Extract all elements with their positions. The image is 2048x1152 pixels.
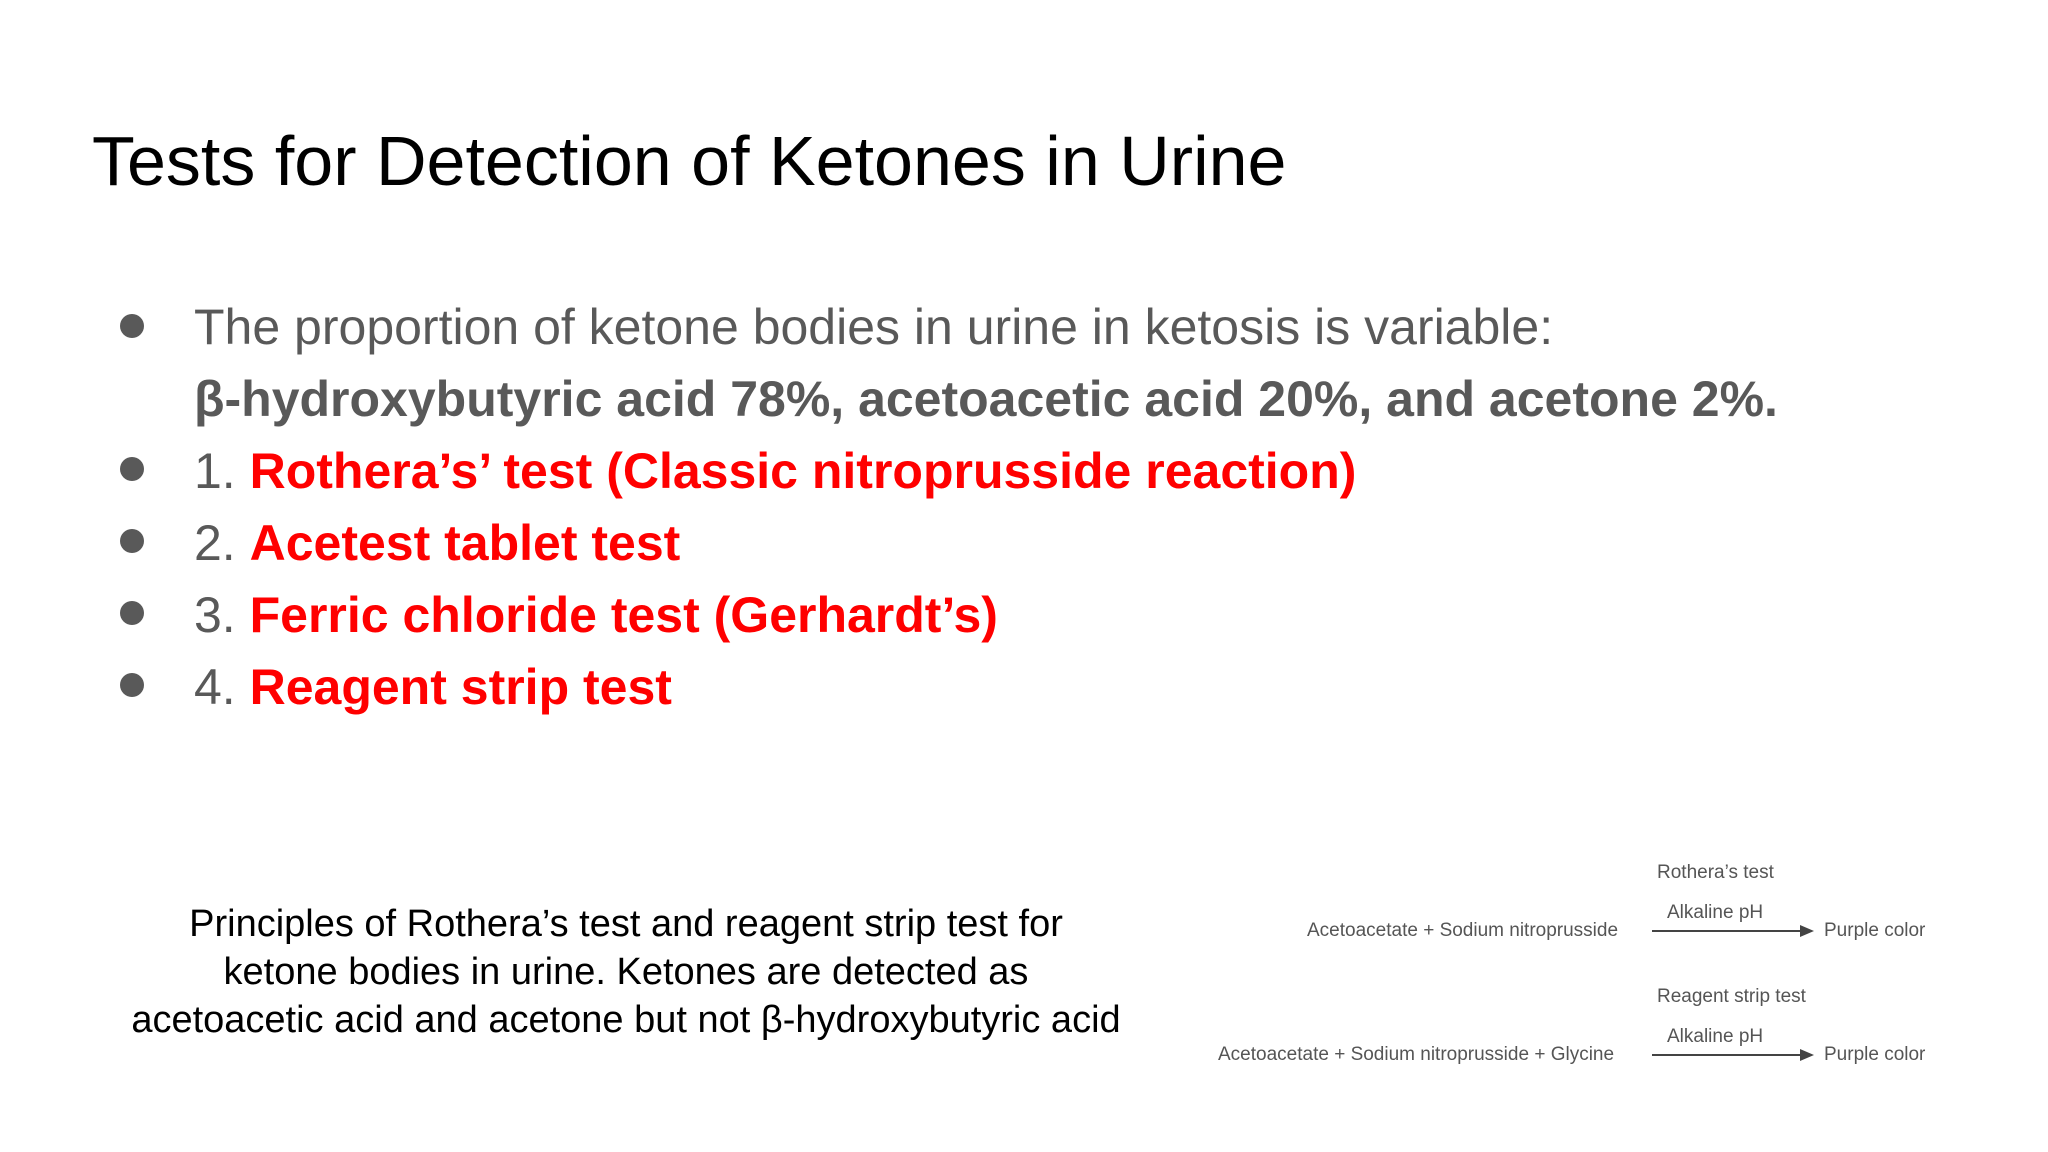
strip-product: Purple color — [1824, 1044, 1926, 1065]
bullet-number: 2. — [194, 515, 236, 571]
bullet-marker — [120, 673, 144, 697]
bullet-item-ferric-chloride — [194, 587, 998, 643]
rothera-condition: Alkaline pH — [1667, 902, 1764, 923]
rothera-arrow — [1652, 930, 1802, 932]
figure-caption: Principles of Rothera’s test and reagent strip test for ketone bodies in urine. Ketones are detected as acetoacetic acid and acetone but not β-hydroxybutyric acid — [131, 903, 1121, 1041]
strip-arrow — [1652, 1054, 1802, 1056]
slide-title: Tests for Detection of Ketones in Urine — [92, 122, 1287, 200]
bullet-text: Rothera’s’ test (Classic nitroprusside reaction) — [249, 443, 1357, 499]
reaction-diagram — [1200, 845, 1930, 1095]
bullet-marker — [120, 601, 144, 625]
bullet-intro-line1: The proportion of ketone bodies in urine in ketosis is variable: — [194, 299, 1554, 355]
strip-condition: Alkaline pH — [1667, 1026, 1764, 1047]
bullet-item-reagent-strip — [194, 659, 672, 715]
arrow-head-icon — [1800, 1049, 1814, 1061]
strip-heading: Reagent strip test — [1657, 986, 1806, 1007]
rothera-heading: Rothera’s test — [1657, 862, 1774, 883]
bullet-text: Acetest tablet test — [249, 515, 681, 571]
strip-reactants: Acetoacetate + Sodium nitroprusside + Glycine — [1218, 1044, 1615, 1065]
bullet-text: Ferric chloride test (Gerhardt’s) — [249, 587, 998, 643]
bullet-marker — [120, 457, 144, 481]
bullet-text: Reagent strip test — [249, 659, 672, 715]
bullet-intro-line2: β-hydroxybutyric acid 78%, acetoacetic acid 20%, and acetone 2%. — [194, 371, 1778, 427]
rothera-product: Purple color — [1824, 920, 1926, 941]
bullet-number: 1. — [194, 443, 236, 499]
bullet-marker — [120, 529, 144, 553]
bullet-number: 3. — [194, 587, 236, 643]
bullet-item-acetest — [194, 515, 681, 571]
bullet-marker — [120, 314, 144, 338]
arrow-head-icon — [1800, 925, 1814, 937]
bullet-number: 4. — [194, 659, 236, 715]
bullet-item-rothera — [194, 443, 1357, 499]
rothera-reactants: Acetoacetate + Sodium nitroprusside — [1307, 920, 1619, 941]
